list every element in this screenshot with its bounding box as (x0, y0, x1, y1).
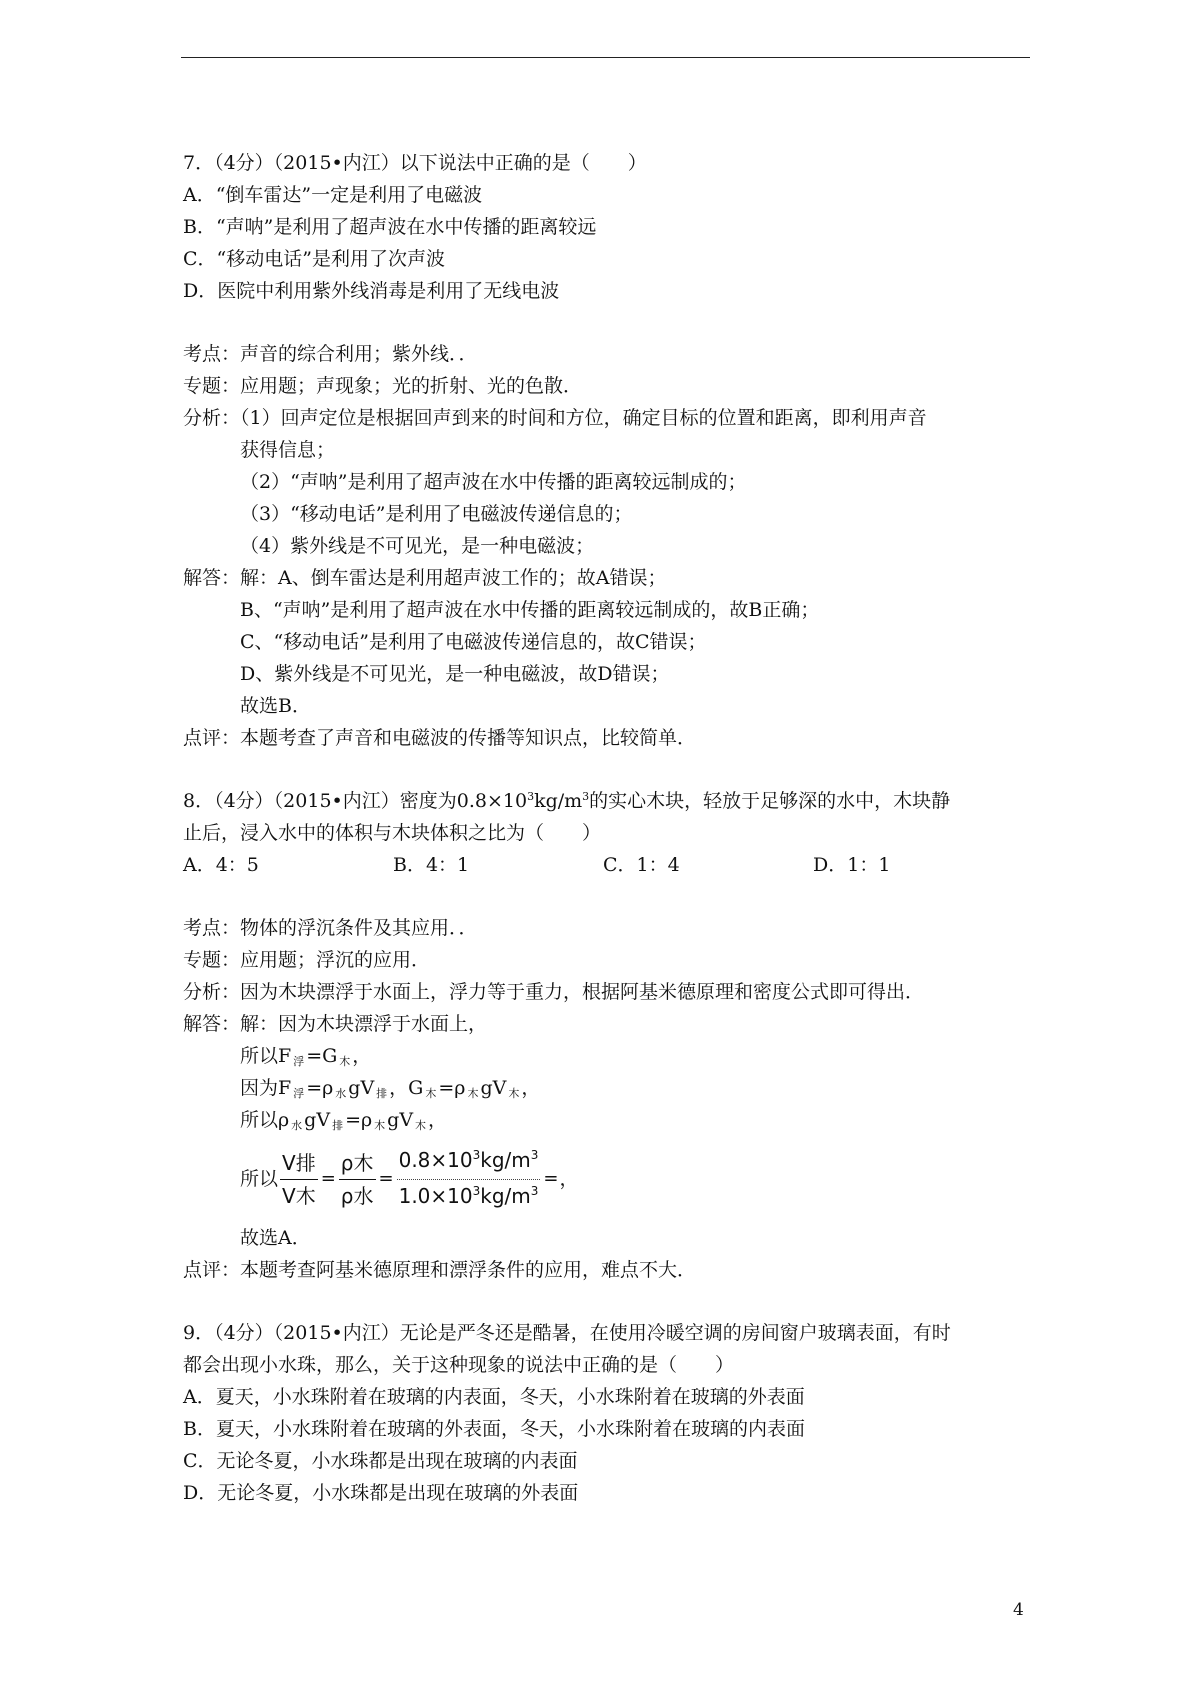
question-7 (183, 147, 1033, 754)
fraction-values-numerator: $0.8\times 10^3kg/m^3$ (397, 1147, 541, 1180)
question-7-option-a: A．“倒车雷达”一定是利用了电磁波 (183, 184, 483, 206)
question-9-option-c: C．无论冬夏，小水珠都是出现在玻璃的内表面 (183, 1450, 578, 1472)
question-9-option-a: A．夏天，小水珠附着在玻璃的内表面，冬天，小水珠附着在玻璃的外表面 (183, 1386, 805, 1408)
header-rule (181, 57, 1030, 58)
fraction-density-denominator: ρ水 (340, 1183, 374, 1208)
question-8-dianping: 点评：本题考查阿基米德原理和漂浮条件的应用，难点不大． (183, 1259, 697, 1281)
fraction-volume-numerator: V排 (280, 1150, 318, 1180)
question-7-fenxi-4: （3）“移动电话”是利用了电磁波传递信息的； (240, 503, 633, 525)
question-8-options (183, 849, 1033, 881)
question-8-zhuanti: 专题：应用题；浮沉的应用． (183, 949, 431, 971)
fraction-density-numerator: ρ木 (339, 1150, 376, 1180)
question-7-jieda-2: B、“声呐”是利用了超声波在水中传播的距离较远制成的，故B正确； (240, 599, 820, 621)
equals-sign-1: = (320, 1168, 336, 1189)
formula-prefix: 所以 (240, 1168, 279, 1190)
question-8-jieda-2: 所以F 浮 =G 木 ， (240, 1045, 372, 1068)
question-8-jieda-4: 所以ρ 水 gV 排 =ρ 木 gV 木 ， (240, 1109, 448, 1132)
fraction-values-denominator: $1.0\times 10^3kg/m^3$ (398, 1183, 539, 1208)
question-9-option-d: D．无论冬夏，小水珠都是出现在玻璃的外表面 (183, 1482, 579, 1504)
question-8-option-c: C．1：4 (603, 854, 680, 876)
document-body (183, 147, 1033, 1509)
question-7-fenxi-5: （4）紫外线是不可见光，是一种电磁波； (240, 535, 595, 557)
question-7-fenxi-3: （2）“声呐”是利用了超声波在水中传播的距离较远制成的； (240, 471, 747, 493)
page-number: 4 (1013, 1600, 1024, 1620)
question-9-stem-1: 9．（4分）（2015•内江）无论是严冬还是酷暑，在使用冷暖空调的房间窗户玻璃表面，有时 (183, 1322, 951, 1344)
question-7-option-c: C．“移动电话”是利用了次声波 (183, 248, 445, 270)
question-9 (183, 1317, 1033, 1509)
question-7-option-d: D．医院中利用紫外线消毒是利用了无线电波 (183, 280, 560, 302)
question-7-jieda-1: 解答：解：A、倒车雷达是利用超声波工作的；故A错误； (183, 567, 667, 589)
question-7-fenxi-1: 分析：（1）回声定位是根据回声到来的时间和方位，确定目标的位置和距离，即利用声音 (183, 407, 927, 429)
question-7-jieda-5: 故选B． (240, 695, 311, 717)
question-7-zhuanti: 专题：应用题；声现象；光的折射、光的色散． (183, 375, 583, 397)
question-8-formula (183, 1136, 1033, 1222)
fraction-values (397, 1147, 541, 1212)
question-8-stem-1: 8．（4分）（2015•内江）密度为$0.8\times 10^3kg/m^3$的实心木块，轻放于足够深的水中，木块静 (183, 790, 951, 812)
question-7-fenxi-2: 获得信息； (240, 439, 336, 461)
question-8-fenxi: 分析：因为木块漂浮于水面上，浮力等于重力，根据阿基米德原理和密度公式即可得出． (183, 981, 925, 1003)
fraction-volume (280, 1150, 318, 1209)
question-8-kaodian: 考点：物体的浮沉条件及其应用．． (183, 917, 478, 939)
question-7-kaodian: 考点：声音的综合利用；紫外线．． (183, 343, 478, 365)
question-8 (183, 785, 1033, 1286)
question-7-dianping: 点评：本题考查了声音和电磁波的传播等知识点，比较简单． (183, 727, 697, 749)
equals-sign-3: = (543, 1168, 559, 1189)
question-8-stem-2: 止后，浸入水中的体积与木块体积之比为（ ） (183, 822, 602, 844)
question-9-option-b: B．夏天，小水珠附着在玻璃的外表面，冬天，小水珠附着在玻璃的内表面 (183, 1418, 805, 1440)
question-9-stem-2: 都会出现小水珠，那么，关于这种现象的说法中正确的是（ ） (183, 1354, 735, 1376)
question-8-jieda-3: 因为F 浮 =ρ 水 gV 排 ，G 木 =ρ 木 gV 木 ， (240, 1077, 541, 1100)
question-8-jieda-1: 解答：解：因为木块漂浮于水面上， (183, 1013, 488, 1035)
question-8-option-b: B．4：1 (393, 854, 470, 876)
equals-sign-2: = (378, 1168, 394, 1189)
question-8-answer: 故选A． (240, 1227, 311, 1249)
question-7-jieda-4: D、紫外线是不可见光，是一种电磁波，故D错误； (240, 663, 670, 685)
question-7-stem: 7．（4分）（2015•内江）以下说法中正确的是（ ） (183, 152, 647, 174)
question-7-jieda-3: C、“移动电话”是利用了电磁波传递信息的，故C错误； (240, 631, 707, 653)
formula-suffix: ， (559, 1168, 579, 1190)
question-7-option-b: B．“声呐”是利用了超声波在水中传播的距离较远 (183, 216, 597, 238)
fraction-volume-denominator: V木 (282, 1183, 316, 1208)
question-8-option-a: A．4：5 (183, 854, 259, 876)
fraction-density (339, 1150, 376, 1209)
question-8-option-d: D．1：1 (813, 854, 891, 876)
